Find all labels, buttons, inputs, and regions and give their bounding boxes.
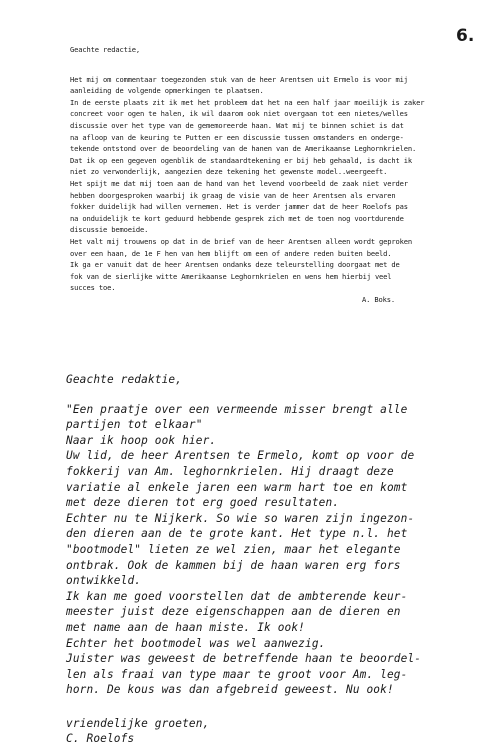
text-line: Uw lid, de heer Arentsen te Ermelo, komt op voor de — [66, 449, 415, 463]
text-line: Ik ga er vanuit dat de heer Arentsen ondanks deze teleurstelling doorgaat met de — [70, 260, 400, 270]
text-line: na onduidelijk te kort geduurd hebbende gesprek zich met de toen nog voortdurende — [70, 213, 404, 223]
text-line: Het mij om commentaar toegezonden stuk van de heer Arentsen uit Ermelo is voor mij — [70, 74, 408, 84]
text-line: horn. De kous was dan afgebreid geweest. Nu ook! — [66, 683, 394, 697]
text-line: den dieren aan de te grote kant. Het type n.l. het — [66, 527, 408, 541]
text-line: ontwikkeld. — [66, 574, 142, 588]
text-line: discussie bemoeide. — [70, 225, 149, 235]
text-line: succes toe. — [70, 283, 116, 293]
text-line: Echter nu te Nijkerk. So wie so waren zijn ingezon- — [66, 511, 415, 525]
text-line: ontbrak. Ook de kammen bij de haan waren erg fors — [66, 558, 401, 572]
text-line: "bootmodel" lieten ze wel zien, maar het elegante — [66, 542, 401, 556]
text-line: Juister was geweest de betreffende haan te beoordel- — [66, 652, 422, 666]
letter-closing: vriendelijke groeten, — [66, 716, 210, 730]
text-line: Naar ik hoop ook hier. — [66, 433, 217, 447]
letter-salutation: Geachte redaktie, — [66, 373, 183, 386]
text-line: fokkerij van Am. leghornkrielen. Hij draagt deze — [66, 464, 394, 478]
text-line: fokker duidelijk had willen vernemen. Het is verder jammer dat de heer Roelofs pas — [70, 202, 408, 212]
text-line: fok van de sierlijke witte Amerikaanse Leghornkrielen en wens hem hierbij veel — [70, 271, 392, 281]
text-line: partijen tot elkaar" — [66, 418, 203, 432]
letter-signature: A. Boks. — [362, 294, 395, 304]
text-line: met name aan de haan miste. Ik ook! — [66, 620, 306, 634]
letter-body — [70, 74, 482, 294]
text-line: tekende ontstond over de beoordeling van de hanen van de Amerikaanse Leghornkrielen. — [70, 144, 417, 154]
text-line: Echter het bootmodel was wel aanwezig. — [66, 636, 326, 650]
letter-roelofs — [66, 372, 482, 747]
text-line: niet zo verwonderlijk, aangezien deze tekening het gewenste model..weergeeft. — [70, 167, 388, 177]
text-line: na afloop van de keuring te Putten er een discussie tussen omstanders en onderge- — [70, 132, 404, 142]
text-line: Het valt mij trouwens op dat in de brief van de heer Arentsen alleen wordt geproken — [70, 236, 413, 246]
text-line: hebben doorgesproken waarbij ik graag de visie van de heer Arentsen als ervaren — [70, 190, 396, 200]
text-line: aanleiding de volgende opmerkingen te plaatsen. — [70, 86, 264, 96]
text-line: concreet voor ogen te halen, ik wil daarom ook niet overgaan tot een nietes/welles — [70, 109, 408, 119]
text-line: over een haan, de 1e F hen van hem blijft om een of andere reden buiten beeld. — [70, 248, 392, 258]
letter-salutation: Geachte redactie, — [70, 45, 141, 54]
text-line: In de eerste plaats zit ik met het probleem dat het na een half jaar moeilijk is zaker — [70, 97, 425, 107]
page-number: 6. — [456, 26, 475, 46]
text-line: met deze dieren tot erg goed resultaten. — [66, 496, 340, 510]
letter-signature: C. Roelofs — [66, 732, 135, 746]
letter-boks — [70, 44, 482, 305]
text-line: len als fraai van type maar te groot voor Am. leg- — [66, 667, 408, 681]
text-line: meester juist deze eigenschappen aan de dieren en — [66, 605, 401, 619]
text-line: Dat ik op een gegeven ogenblik de standaardtekening er bij heb gehaald, is dacht ik — [70, 155, 413, 165]
letter-body — [66, 402, 482, 698]
text-line: discussie over het type van de gememoreerde haan. Wat mij te binnen schiet is dat — [70, 120, 404, 130]
text-line: Het spijt me dat mij toen aan de hand van het levend voorbeeld de zaak niet verder — [70, 178, 408, 188]
text-line: Ik kan me goed voorstellen dat de ambterende keur- — [66, 589, 408, 603]
text-line: "Een praatje over een vermeende misser brengt alle — [66, 402, 408, 416]
text-line: variatie al enkele jaren een warm hart toe en komt — [66, 480, 408, 494]
